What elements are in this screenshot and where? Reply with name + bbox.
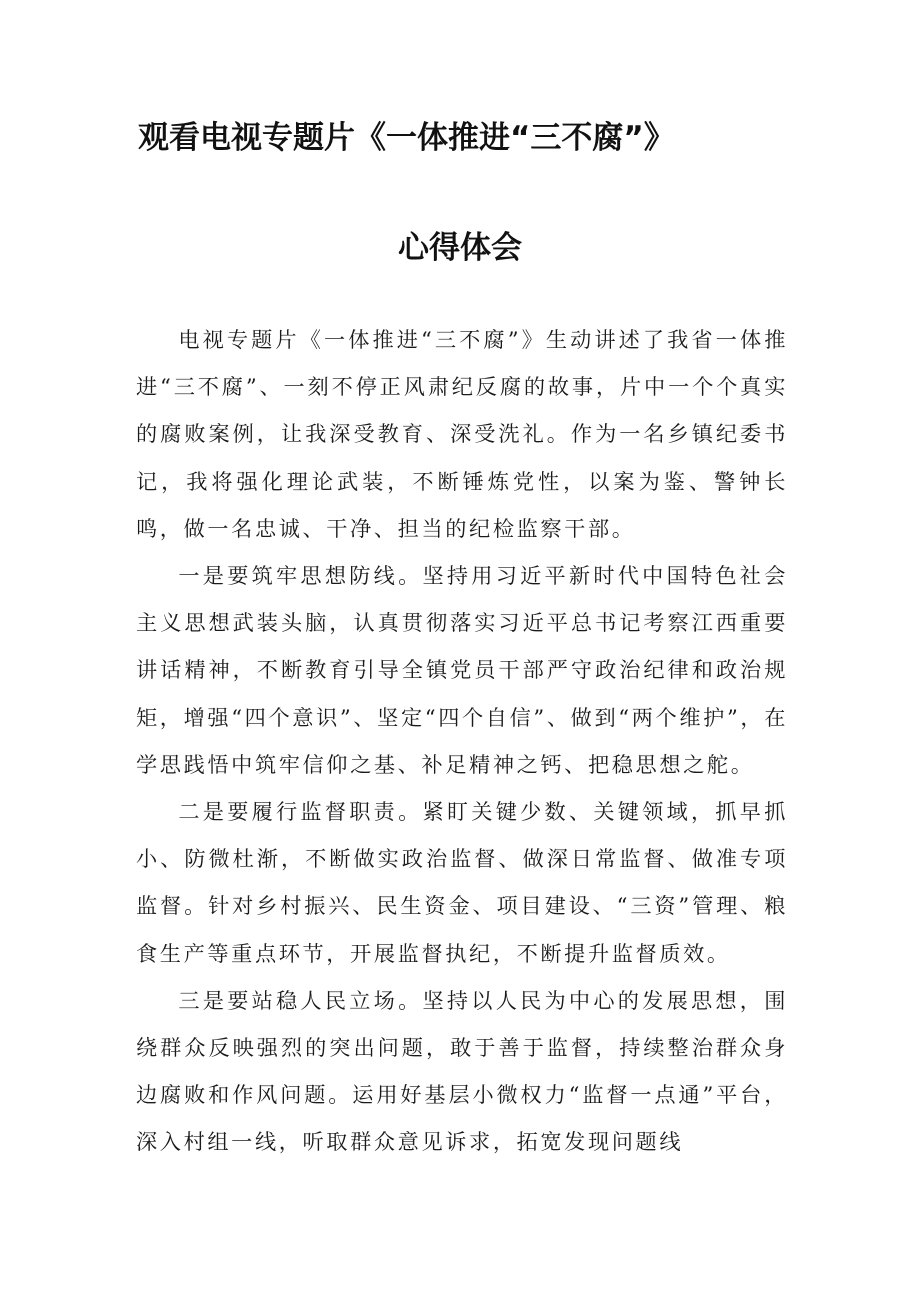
paragraph-point-1: 一是要筑牢思想防线。坚持用习近平新时代中国特色社会主义思想武装头脑，认真贯彻落实习近平总书记考察江西重要讲话精神，不断教育引导全镇党员干部严守政治纪律和政治规矩，增强“四个意识”、坚定“四个自信”、做到“两个维护”，在学思践悟中筑牢信仰之基、补足精神之钙、把稳思想之舵。 bbox=[136, 563, 788, 777]
paragraph-point-2: 二是要履行监督职责。紧盯关键少数、关键领域，抓早抓小、防微杜渐，不断做实政治监督、做深日常监督、做准专项监督。针对乡村振兴、民生资金、项目建设、“三资”管理、粮食生产等重点环节，开展监督执纪，不断提升监督质效。 bbox=[136, 799, 788, 966]
document-title-line-2: 心得体会 bbox=[398, 230, 522, 266]
paragraph-intro: 电视专题片《一体推进“三不腐”》生动讲述了我省一体推进“三不腐”、一刻不停正风肃纪反腐的故事，片中一个个真实的腐败案例，让我深受教育、深受洗礼。作为一名乡镇纪委书记，我将强化理论武装，不断锤炼党性，以案为鉴、警钟长鸣，做一名忠诚、干净、担当的纪检监察干部。 bbox=[136, 327, 788, 541]
paragraph-point-3: 三是要站稳人民立场。坚持以人民为中心的发展思想，围绕群众反映强烈的突出问题，敢于善于监督，持续整治群众身边腐败和作风问题。运用好基层小微权力“监督一点通”平台，深入村组一线，听取群众意见诉求，拓宽发现问题线 bbox=[136, 987, 788, 1155]
document-title-line-1: 观看电视专题片《一体推进“三不腐”》 bbox=[138, 120, 675, 156]
document-body bbox=[136, 316, 788, 1166]
